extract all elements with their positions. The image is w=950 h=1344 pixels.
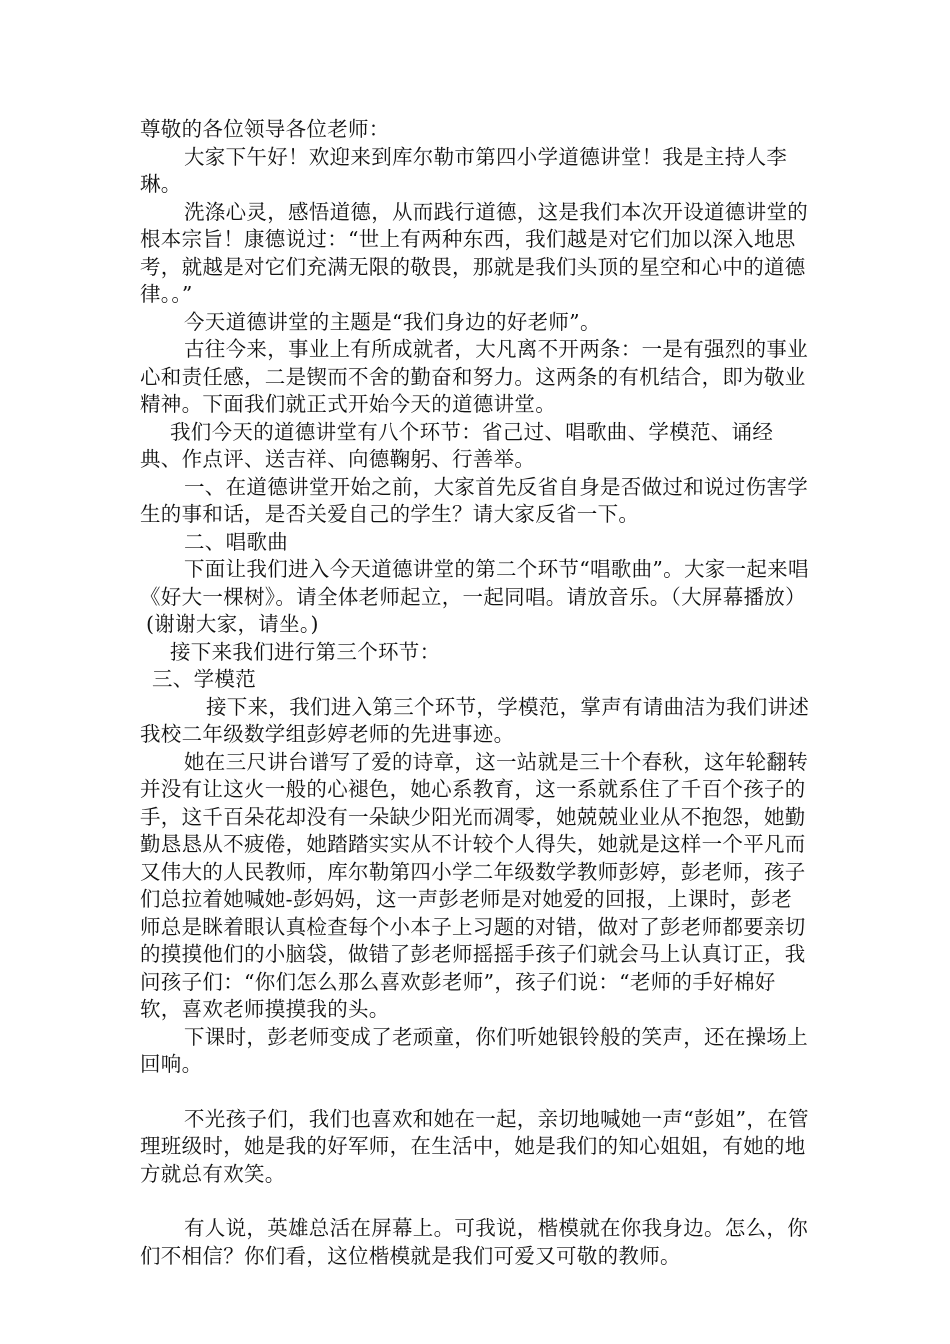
after-class-paragraph: 下课时，彭老师变成了老顽童，你们听她银铃般的笑声，还在操场上回响。 bbox=[140, 1024, 808, 1076]
section-three-heading: 三、学模范 bbox=[152, 667, 256, 691]
salutation: 尊敬的各位领导各位老师： bbox=[140, 117, 390, 141]
theme-paragraph: 今天道德讲堂的主题是“我们身边的好老师”。 bbox=[184, 309, 601, 334]
next-section-paragraph: 接下来我们进行第三个环节： bbox=[170, 639, 441, 664]
dedication-paragraph: 古往今来，事业上有所成就者，大凡离不开两条：一是有强烈的事业心和责任感，二是锲而不舍的勤奋和努力。这两条的有机结合，即为敬业精神。下面我们就正式开始今天的道德讲堂。 bbox=[140, 337, 808, 416]
agenda-paragraph: 我们今天的道德讲堂有八个环节：省己过、唱歌曲、学模范、诵经典、作点评、送吉祥、向德鞠躬、行善举。 bbox=[140, 419, 774, 471]
model-intro-paragraph: 接下来，我们进入第三个环节，学模范，掌声有请曲洁为我们讲述我校二年级数学组彭婷老师的先进事迹。 bbox=[140, 694, 810, 746]
document-page bbox=[140, 116, 810, 1270]
purpose-paragraph: 洗涤心灵，感悟道德，从而践行道德，这是我们本次开设道德讲堂的根本宗旨！康德说过：“世上有两种东西，我们越是对它们加以深入地思考，就越是对它们充满无限的敬畏，那就是我们头顶的星空和心中的道德律。。” bbox=[140, 199, 808, 306]
colleagues-paragraph: 不光孩子们，我们也喜欢和她在一起，亲切地喊她一声“彭姐”，在管理班级时，她是我的好军师，在生活中，她是我们的知心姐姐，有她的地方就总有欢笑。 bbox=[140, 1106, 809, 1186]
greeting-paragraph: 大家下午好！欢迎来到库尔勒市第四小学道德讲堂！我是主持人李琳。 bbox=[140, 144, 788, 196]
teacher-story-paragraph: 她在三尺讲台谱写了爱的诗章，这一站就是三十个春秋，这年轮翻转并没有让这火一般的心褪色，她心系教育，这一系就系住了千百个孩子的手，这千百朵花却没有一朵缺少阳光而凋零，她兢兢业业从不抱怨，她勤勤恳恳从不疲倦，她踏踏实实从不计较个人得失，她就是这样一个平凡而又伟大的人民教师，库尔勒第四小学二年级数学教师彭婷，彭老师，孩子们总拉着她喊她-彭妈妈，这一声彭老师是对她爱的回报，上课时，彭老师总是眯着眼认真检查每个小本子上习题的对错，做对了彭老师都要亲切的摸摸他们的小脑袋，做错了彭老师摇摇手孩子们就会马上认真订正，我问孩子们：“你们怎么那么喜欢彭老师”，孩子们说：“老师的手好棉好软，喜欢老师摸摸我的头。 bbox=[140, 749, 808, 1021]
thanks-paragraph: (谢谢大家，请坐。) bbox=[146, 612, 319, 636]
section-two-heading: 二、唱歌曲 bbox=[184, 529, 288, 554]
paragraph-gap bbox=[140, 1188, 810, 1215]
song-paragraph: 下面让我们进入今天道德讲堂的第二个环节“唱歌曲”。大家一起来唱《好大一棵树》。请全体老师起立，一起同唱。请放音乐。（大屏幕播放） bbox=[140, 557, 809, 609]
section-one-paragraph: 一、在道德讲堂开始之前，大家首先反省自身是否做过和说过伤害学生的事和话，是否关爱自己的学生？请大家反省一下。 bbox=[140, 474, 808, 526]
closing-paragraph: 有人说，英雄总活在屏幕上。可我说，楷模就在你我身边。怎么，你们不相信？你们看，这位楷模就是我们可爱又可敬的教师。 bbox=[140, 1216, 808, 1268]
paragraph-gap bbox=[140, 1079, 810, 1106]
